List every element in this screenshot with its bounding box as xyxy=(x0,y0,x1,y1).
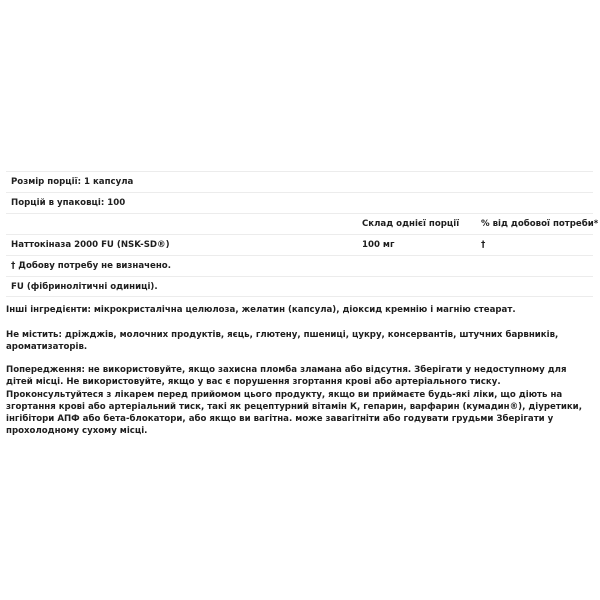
serving-size: Розмір порції: 1 капсула xyxy=(11,177,134,187)
footnote-fu: FU (фібринолітичні одиниці). xyxy=(11,282,158,292)
ingredient-name: Наттокіназа 2000 FU (NSK-SD®) xyxy=(11,240,170,250)
servings-per-container-row xyxy=(6,192,593,213)
serving-size-row xyxy=(6,171,593,192)
servings-per-container: Порцій в упаковці: 100 xyxy=(11,198,126,208)
other-ingredients: Інші інгредієнти: мікрокристалічна целюлоза, желатин (капсула), діоксид кремнію і магнію стеарат. xyxy=(6,305,516,315)
ingredient-row xyxy=(6,234,593,255)
does-not-contain: Не містить: дріжджів, молочних продуктів, яєць, глютену, пшениці, цукру, консервантів, штучних барвників, ароматизаторів. xyxy=(6,330,559,353)
footnote-row xyxy=(6,255,593,276)
table-header-row xyxy=(6,213,599,234)
footnote-daily-value: † Добову потребу не визначено. xyxy=(11,261,171,271)
amount-per-serving-header: Склад однієї порції xyxy=(362,219,460,229)
ingredient-daily-value: † xyxy=(481,240,486,250)
supplement-facts-table xyxy=(6,171,599,297)
daily-value-header: % від добової потреби* xyxy=(481,219,599,229)
warning-text: Попередження: не використовуйте, якщо захисна пломба зламана або відсутня. Зберігати у недоступному для дітей місці. Не використовуйте, якщо у вас є порушення згортання крові або артеріального тиску. Проконсультуйтеся з лікарем перед прийомом цього продукту, якщо ви приймаєте будь-які ліки, що діють на згортання крові або артеріальний тиск, такі як рецептурний вітамін К, гепарин, варфарин (кумадин®), діуретики, інгібітори АПФ або бета-блокатори, або якщо ви вагітна. може завагітніти або годувати грудьми Зберігати у прохолодному сухому місці. xyxy=(6,365,582,437)
footnote-row xyxy=(6,276,593,297)
ingredient-amount: 100 мг xyxy=(362,240,395,250)
